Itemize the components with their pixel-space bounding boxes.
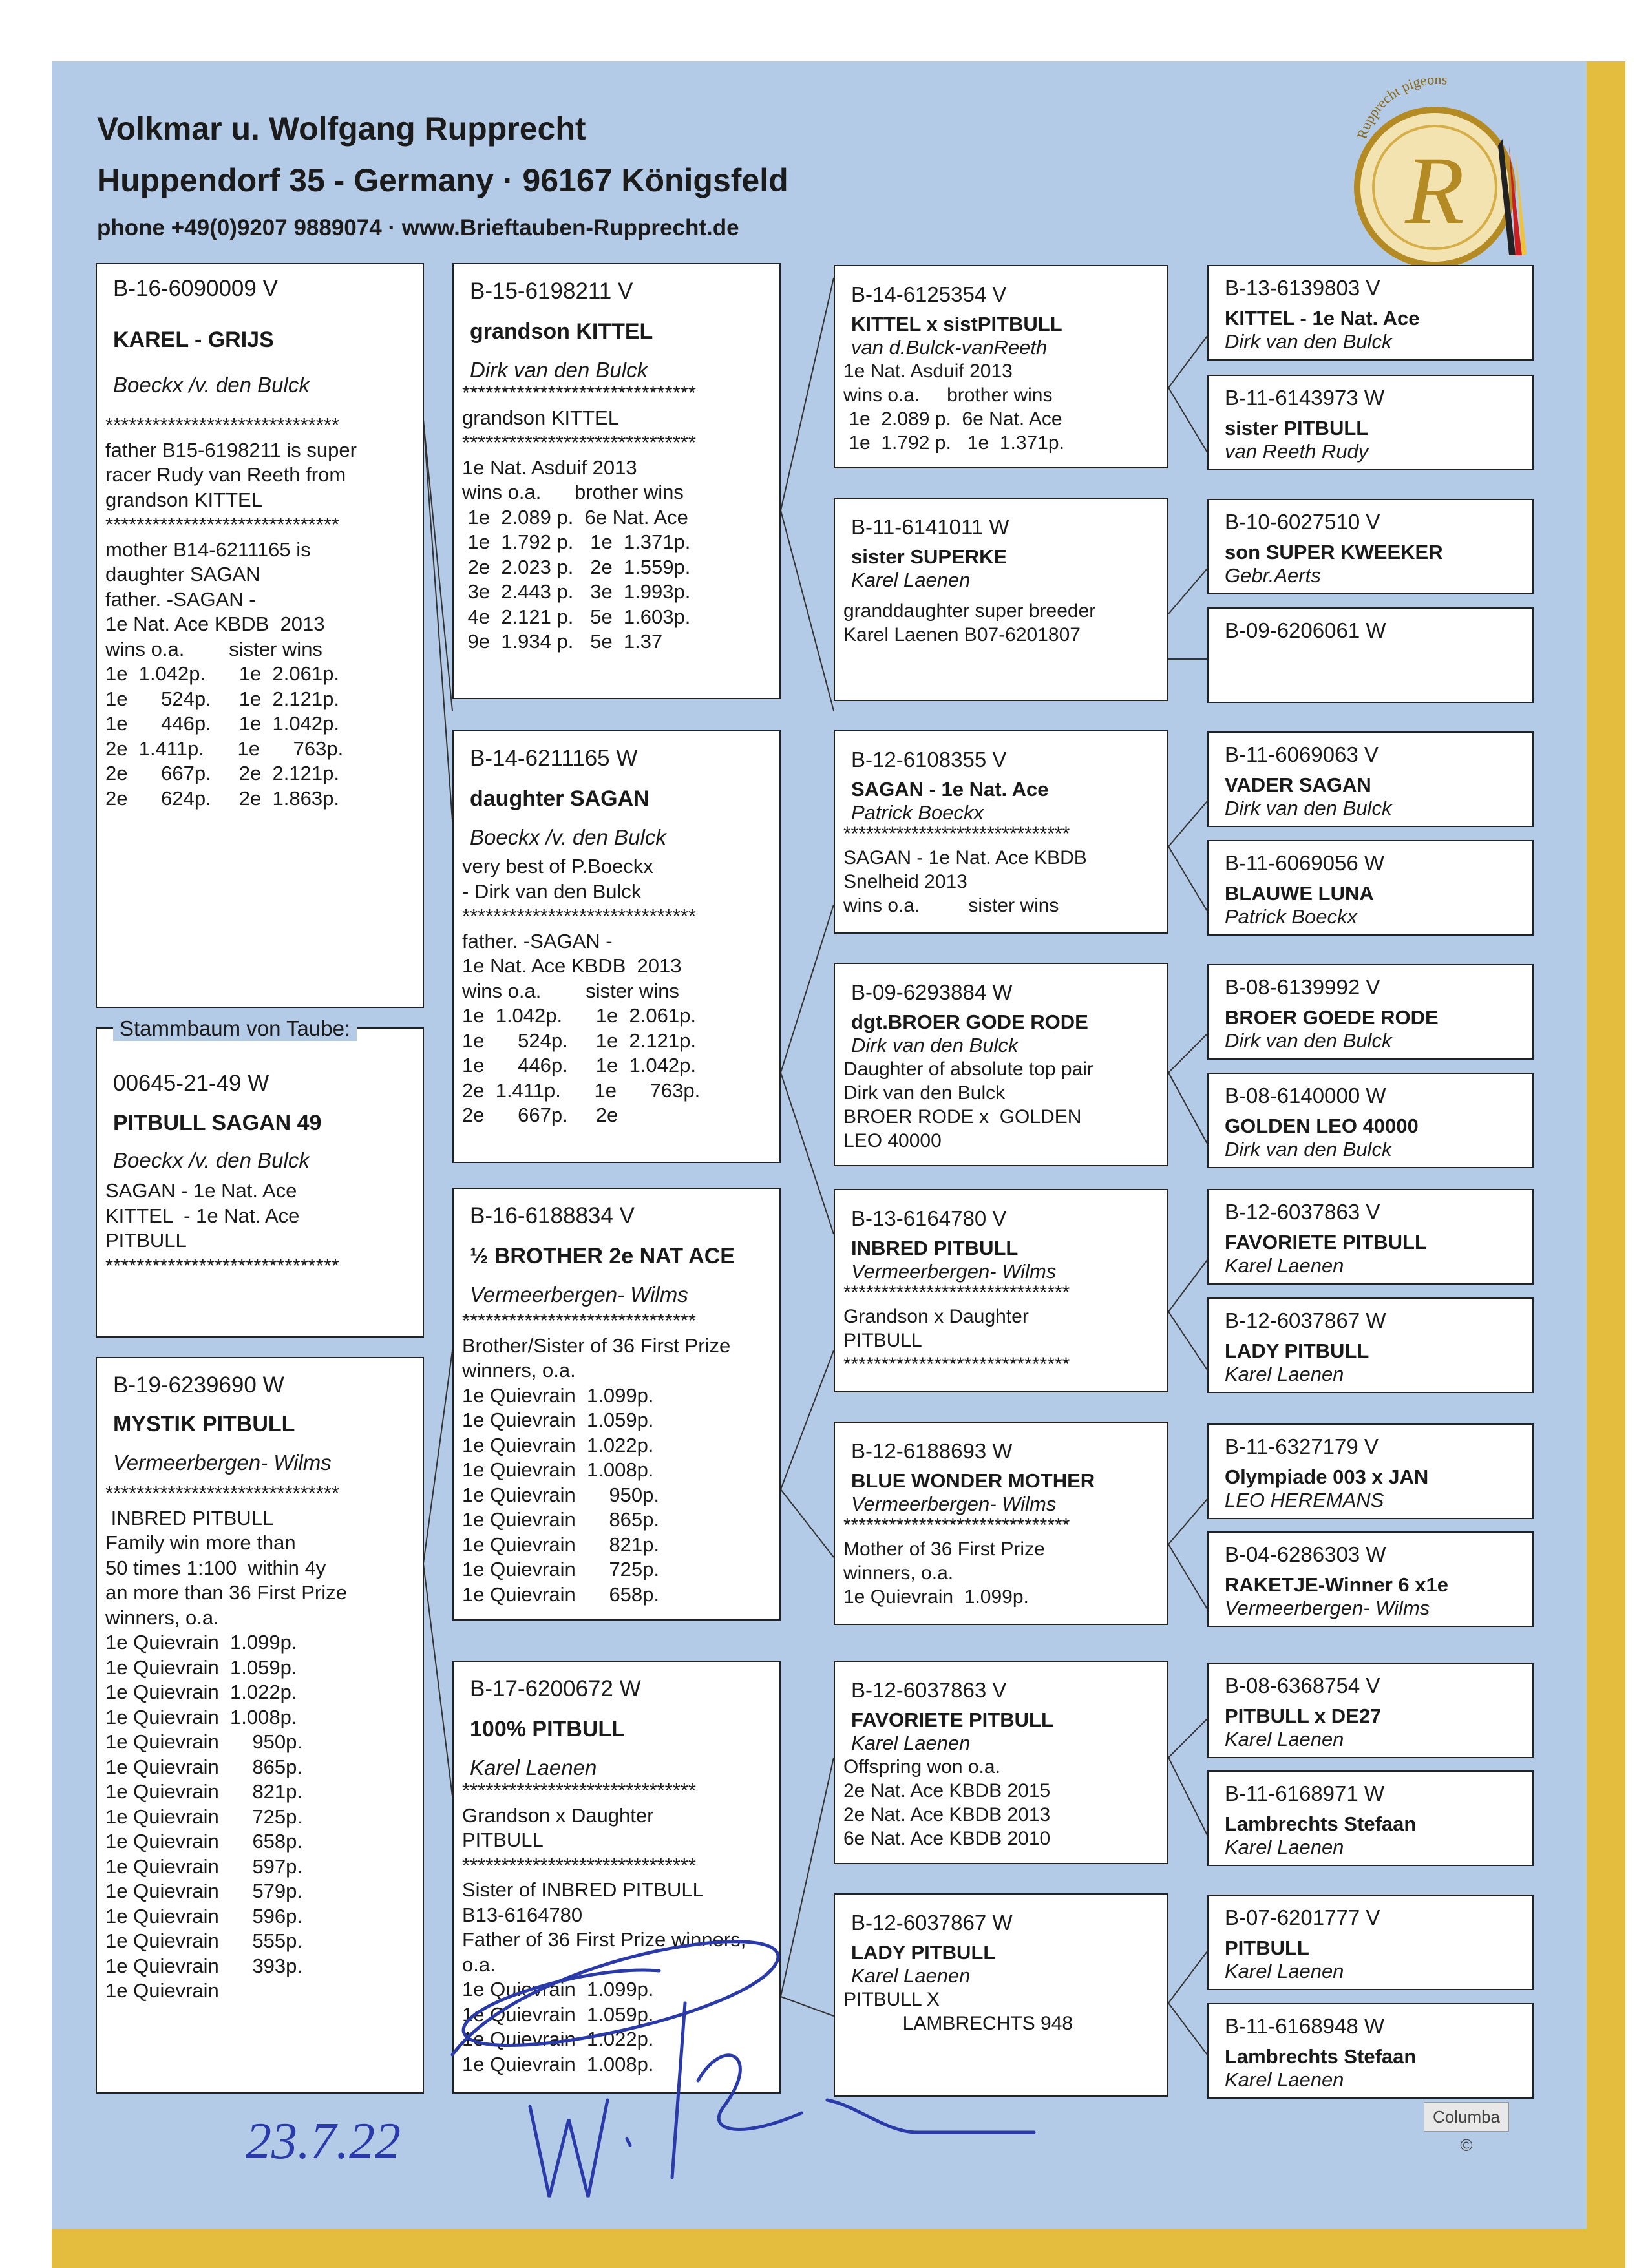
ring-number: B-10-6027510 V [1225, 510, 1380, 534]
owner-name: Volkmar u. Wolfgang Rupprecht [97, 110, 586, 147]
pigeon-notes: very best of P.Boeckx - Dirk van den Bulck ****************************** father. -SAGAN - 1e Nat. Ace KBDB 2013 wins o.a. sister wins 1e 1.042p. 1e 2.061p. 1e 524p. 1e 2.121p. 1e 446p. 1e 1.042p. 2e 1.411p. 1e 763p. 2e 667p. 2e [462, 855, 701, 1126]
ring-number: B-12-6037863 V [1225, 1200, 1380, 1224]
pigeon-name: PITBULL x DE27 [1225, 1705, 1382, 1727]
breeder-name: Vermeerbergen- Wilms [851, 1260, 1057, 1283]
pigeon-notes: PITBULL X LAMBRECHTS 948 [843, 1989, 1073, 2034]
ring-number: B-08-6368754 V [1225, 1674, 1380, 1697]
pigeon-name: BLAUWE LUNA [1225, 882, 1374, 905]
breeder-name: Dirk van den Bulck [1225, 1029, 1392, 1052]
breeder-name: Boeckx /v. den Bulck [470, 825, 666, 849]
breeder-name: Dirk van den Bulck [851, 1034, 1019, 1056]
breeder-name: Dirk van den Bulck [1225, 330, 1392, 353]
pigeon-notes: granddaughter super breeder Karel Laenen B07-6201807 [843, 600, 1096, 646]
pigeon-name: son SUPER KWEEKER [1225, 541, 1443, 563]
pigeon-name: PITBULL SAGAN 49 [113, 1111, 322, 1135]
pigeon-name: dgt.BROER GODE RODE [851, 1011, 1088, 1033]
pigeon-name: MYSTIK PITBULL [113, 1412, 295, 1436]
ring-number: B-14-6125354 V [851, 282, 1007, 306]
ring-number: B-13-6164780 V [851, 1206, 1007, 1230]
pigeon-notes: Offspring won o.a. 2e Nat. Ace KBDB 2015 2e Nat. Ace KBDB 2013 6e Nat. Ace KBDB 2010 [843, 1756, 1051, 1849]
pigeon-name: sister PITBULL [1225, 417, 1369, 439]
owner-address: Huppendorf 35 - Germany · 96167 Königsfeld [97, 162, 788, 198]
pigeon-name: Olympiade 003 x JAN [1225, 1465, 1429, 1488]
breeder-name: Dirk van den Bulck [1225, 1138, 1392, 1160]
pigeon-name: 100% PITBULL [470, 1717, 625, 1741]
pigeon-name: ½ BROTHER 2e NAT ACE [470, 1244, 735, 1268]
ring-number: B-11-6168948 W [1225, 2014, 1385, 2038]
breeder-name: Gebr.Aerts [1225, 564, 1321, 587]
breeder-name: Vermeerbergen- Wilms [1225, 1597, 1430, 1619]
pigeon-name: INBRED PITBULL [851, 1237, 1019, 1259]
pigeon-name: GOLDEN LEO 40000 [1225, 1115, 1419, 1137]
pigeon-name: RAKETJE-Winner 6 x1e [1225, 1573, 1448, 1596]
breeder-name: Karel Laenen [851, 569, 971, 591]
breeder-name: Karel Laenen [1225, 2068, 1344, 2091]
breeder-name: Dirk van den Bulck [470, 358, 648, 382]
breeder-name: Boeckx /v. den Bulck [113, 1148, 310, 1172]
breeder-name: Karel Laenen [1225, 1728, 1344, 1750]
pigeon-name: LADY PITBULL [851, 1941, 996, 1964]
pigeon-notes: ****************************** Brother/Sister of 36 First Prize winners, o.a. 1e Quievrain 1.099p. 1e Quievrain 1.059p. 1e Quievrain 1.022p. 1e Quievrain 1.008p. 1e Quievrain 950p. 1e Quievrain 865p. 1e Quievrain 821p. 1e Quievrain 725p. 1e Quievrain 658p. [462, 1309, 731, 1606]
ring-number: B-19-6239690 W [113, 1372, 284, 1398]
pigeon-notes: ****************************** father B15-6198211 is super racer Rudy van Reeth from grandson KITTEL ****************************** mother B14-6211165 is daughter SAGAN father. -SAGAN - 1e Nat. Ace KBDB 2013 wins o.a. sister wins 1e 1.042p. 1e 2.061p. 1e 524p. 1e 2.121p. 1e 446p. 1e 1.042p. 2e 1.411p. 1e 763p. 2e 667p. 2e 2.121p. 2e 624p. 2e 1.863p. [105, 414, 357, 810]
pigeon-notes: 1e Nat. Asduif 2013 wins o.a. brother wins 1e 2.089 p. 6e Nat. Ace 1e 1.792 p. 1e 1.371p. [843, 361, 1064, 454]
owner-contact: phone +49(0)9207 9889074 · www.Brieftauben-Rupprecht.de [97, 215, 739, 240]
ring-number: B-08-6140000 W [1225, 1084, 1386, 1108]
ring-number: B-09-6206061 W [1225, 618, 1386, 642]
breeder-name: Patrick Boeckx [851, 801, 984, 824]
logo-arc-text: Rupprecht pigeons [1353, 71, 1448, 141]
pigeon-notes: SAGAN - 1e Nat. Ace KITTEL - 1e Nat. Ace PITBULL ****************************** [105, 1179, 339, 1277]
breeder-name: Karel Laenen [1225, 1254, 1344, 1277]
ring-number: B-15-6198211 V [470, 278, 633, 304]
breeder-name: Karel Laenen [1225, 1960, 1344, 1982]
pigeon-name: VADER SAGAN [1225, 773, 1371, 796]
pigeon-notes: ****************************** grandson KITTEL ****************************** 1e Nat. Asduif 2013 wins o.a. brother wins 1e 2.089 p. 6e Nat. Ace 1e 1.792 p. 1e 1.371p. 2e 2.023 p. 2e 1.559p. 3e 2.443 p. 3e 1.993p. 4e 2.121 p. 5e 1.603p. 9e 1.934 p. 5e 1.37 [462, 381, 696, 653]
ring-number: B-11-6069056 W [1225, 851, 1385, 875]
breeder-name: Karel Laenen [851, 1964, 971, 1987]
pigeon-name: KAREL - GRIJS [113, 328, 274, 352]
breeder-name: Karel Laenen [1225, 1836, 1344, 1858]
breeder-name: Karel Laenen [470, 1756, 597, 1780]
ring-number: B-12-6037863 V [851, 1678, 1007, 1702]
breeder-name: LEO HEREMANS [1225, 1489, 1384, 1511]
ring-number: B-04-6286303 W [1225, 1542, 1386, 1566]
pigeon-name: BROER GOEDE RODE [1225, 1006, 1439, 1029]
ring-number: B-11-6327179 V [1225, 1434, 1379, 1458]
pigeon-notes: ****************************** INBRED PITBULL Family win more than 50 times 1:100 within 4y an more than 36 First Prize winners, o.a. 1e Quievrain 1.099p. 1e Quievrain 1.059p. 1e Quievrain 1.022p. 1e Quievrain 1.008p. 1e Quievrain 950p. 1e Quievrain 865p. 1e Quievrain 821p. 1e Quievrain 725p. 1e Quievrain 658p. 1e Quievrain 597p. 1e Quievrain 579p. 1e Quievrain 596p. 1e Quievrain 555p. 1e Quievrain 393p. 1e Quievrain [105, 1482, 347, 2002]
breeder-name: Karel Laenen [851, 1732, 971, 1754]
ring-number: B-17-6200672 W [470, 1676, 641, 1701]
ring-number: B-11-6168971 W [1225, 1781, 1385, 1805]
pigeon-name: sister SUPERKE [851, 545, 1008, 568]
breeder-name: Vermeerbergen- Wilms [851, 1493, 1057, 1515]
pigeon-name: LADY PITBULL [1225, 1339, 1369, 1362]
ring-number: B-08-6139992 V [1225, 975, 1380, 999]
breeder-name: Patrick Boeckx [1225, 905, 1358, 928]
ring-number: B-11-6141011 W [851, 515, 1009, 539]
pigeon-notes: ****************************** Grandson x Daughter PITBULL ****************************** [843, 1282, 1070, 1375]
pigeon-name: Lambrechts Stefaan [1225, 1812, 1417, 1835]
breeder-name: Vermeerbergen- Wilms [470, 1283, 688, 1307]
pigeon-name: grandson KITTEL [470, 319, 653, 344]
signature-date: 23.7.22 [246, 2113, 401, 2170]
ring-number: B-11-6143973 W [1225, 386, 1385, 410]
ring-number: B-13-6139803 V [1225, 276, 1380, 300]
breeder-name: Vermeerbergen- Wilms [113, 1451, 332, 1475]
pigeon-name: BLUE WONDER MOTHER [851, 1469, 1095, 1492]
pigeon-name: KITTEL x sistPITBULL [851, 313, 1062, 335]
pigeon-notes: ****************************** Mother of 36 First Prize winners, o.a. 1e Quievrain 1.099p. [843, 1515, 1070, 1608]
pigeon-notes: Daughter of absolute top pair Dirk van den Bulck BROER RODE x GOLDEN LEO 40000 [843, 1058, 1093, 1151]
ring-number: B-09-6293884 W [851, 980, 1013, 1004]
breeder-name: van Reeth Rudy [1225, 440, 1369, 463]
ring-number: B-07-6201777 V [1225, 1906, 1380, 1929]
ring-number: B-12-6108355 V [851, 748, 1007, 772]
ring-number: B-12-6188693 W [851, 1439, 1013, 1463]
breeder-name: Boeckx /v. den Bulck [113, 373, 310, 397]
ring-number: B-14-6211165 W [470, 746, 638, 771]
pigeon-name: FAVORIETE PITBULL [851, 1708, 1053, 1731]
ring-number: 00645-21-49 W [113, 1071, 269, 1096]
ring-number: B-12-6037867 W [1225, 1308, 1386, 1332]
breeder-name: van d.Bulck-vanReeth [851, 336, 1048, 359]
pigeon-notes: ****************************** SAGAN - 1e Nat. Ace KBDB Snelheid 2013 wins o.a. sister wins [843, 823, 1087, 916]
pigeon-name: KITTEL - 1e Nat. Ace [1225, 307, 1420, 330]
stammbaum-legend: Stammbaum von Taube: [113, 1016, 357, 1041]
ring-number: B-12-6037867 W [851, 1911, 1013, 1935]
pigeon-name: Lambrechts Stefaan [1225, 2045, 1417, 2068]
pigeon-notes: ****************************** Grandson x Daughter PITBULL ****************************** Sister of INBRED PITBULL B13-6164780 Father of 36 First Prize winners, o.a. 1e Quievrain 1.099p. 1e Quievrain 1.059p. 1e Quievrain 1.022p. 1e Quievrain 1.008p. [462, 1779, 746, 2075]
ring-number: B-11-6069063 V [1225, 742, 1379, 766]
pigeon-name: PITBULL [1225, 1937, 1309, 1959]
pigeon-name: FAVORIETE PITBULL [1225, 1231, 1427, 1254]
ring-number: B-16-6188834 V [470, 1203, 635, 1228]
columba-credit: Columba © [1424, 2102, 1509, 2132]
pigeon-name: SAGAN - 1e Nat. Ace [851, 778, 1049, 801]
logo-monogram: R [1405, 137, 1464, 244]
pigeon-name: daughter SAGAN [470, 786, 650, 811]
ring-number: B-16-6090009 V [113, 276, 278, 301]
breeder-name: Dirk van den Bulck [1225, 797, 1392, 819]
breeder-name: Karel Laenen [1225, 1363, 1344, 1385]
